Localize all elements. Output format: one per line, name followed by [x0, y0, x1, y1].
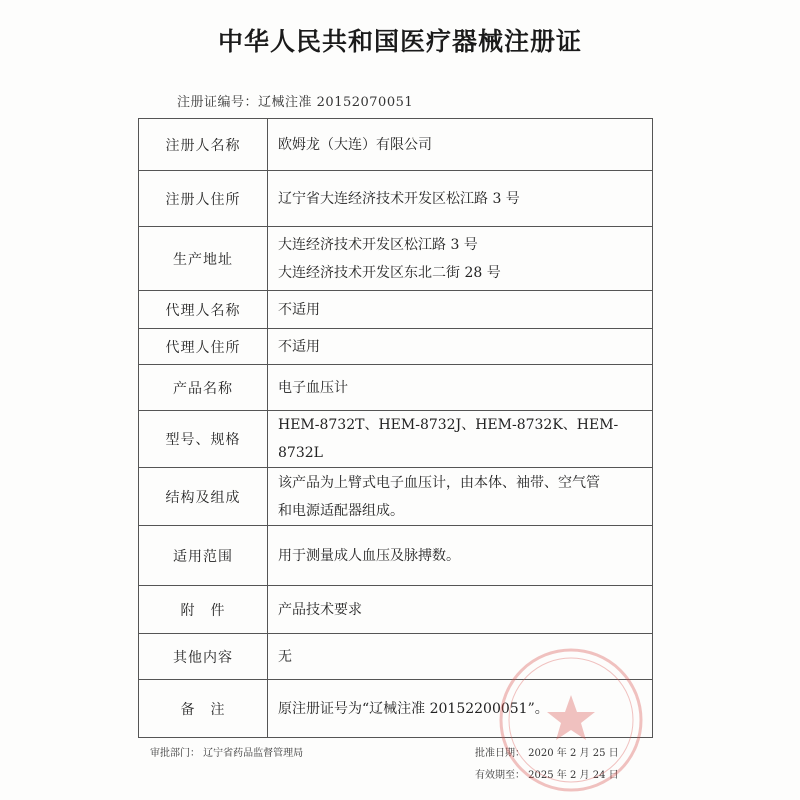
row-registrant-name: [139, 119, 653, 171]
value-line: 欧姆龙（大连）有限公司: [278, 136, 432, 153]
value-line: 大连经济技术开发区松江路 3 号: [278, 236, 478, 253]
row-value: [268, 227, 653, 291]
row-model-spec: [139, 411, 653, 468]
row-agent-name: [139, 291, 653, 329]
certificate-table: [138, 118, 653, 738]
value-line: 产品技术要求: [278, 601, 362, 618]
row-value: [268, 680, 653, 738]
row-value: [268, 329, 653, 365]
value-line: 原注册证号为“辽械注准 20152200051”。: [278, 700, 549, 717]
value-line: 不适用: [278, 338, 320, 355]
row-production-address: [139, 227, 653, 291]
value-line: 用于测量成人血压及脉搏数。: [278, 547, 460, 564]
value-line: 电子血压计: [278, 379, 348, 396]
row-registrant-address: [139, 171, 653, 227]
row-value: [268, 171, 653, 227]
row-label: 适用范围: [139, 526, 268, 586]
value-line: 无: [278, 648, 292, 665]
value-line: HEM-8732T、HEM-8732J、HEM-8732K、HEM-8732L: [278, 417, 619, 461]
row-label: 产品名称: [139, 365, 268, 411]
value-line: 不适用: [278, 301, 320, 318]
row-label: 结构及组成: [139, 468, 268, 526]
row-label: 备 注: [139, 680, 268, 738]
row-value: [268, 468, 653, 526]
row-label: 附 件: [139, 586, 268, 634]
row-structure: [139, 468, 653, 526]
valid-until-date: 有效期至： 2025 年 2 月 24 日: [475, 770, 619, 781]
registration-number: [177, 91, 413, 110]
registration-number-value: 辽械注准 20152070051: [258, 95, 414, 110]
row-attachment: [139, 586, 653, 634]
row-value: [268, 411, 653, 468]
row-value: [268, 119, 653, 171]
row-remarks: [139, 680, 653, 738]
value-line: 辽宁省大连经济技术开发区松江路 3 号: [278, 190, 520, 207]
row-label: 生产地址: [139, 227, 268, 291]
row-label: 注册人名称: [139, 119, 268, 171]
row-label: 其他内容: [139, 634, 268, 680]
value-line: 该产品为上臂式电子血压计，由本体、袖带、空气管: [278, 474, 600, 491]
row-other: [139, 634, 653, 680]
row-label: 代理人住所: [139, 329, 268, 365]
row-value: [268, 365, 653, 411]
row-label: 型号、规格: [139, 411, 268, 468]
value-line: 和电源适配器组成。: [278, 502, 404, 519]
row-value: [268, 526, 653, 586]
row-agent-address: [139, 329, 653, 365]
approval-date: 批准日期： 2020 年 2 月 25 日: [475, 748, 619, 759]
approving-authority: 审批部门： 辽宁省药品监督管理局: [150, 748, 304, 759]
document-title: 中华人民共和国医疗器械注册证: [217, 27, 582, 56]
row-product-name: [139, 365, 653, 411]
row-value: [268, 291, 653, 329]
row-scope: [139, 526, 653, 586]
value-line: 大连经济技术开发区东北二街 28 号: [278, 264, 501, 281]
row-value: [268, 634, 653, 680]
row-label: 代理人名称: [139, 291, 268, 329]
row-value: [268, 586, 653, 634]
registration-number-label: 注册证编号：: [177, 95, 259, 110]
row-label: 注册人住所: [139, 171, 268, 227]
